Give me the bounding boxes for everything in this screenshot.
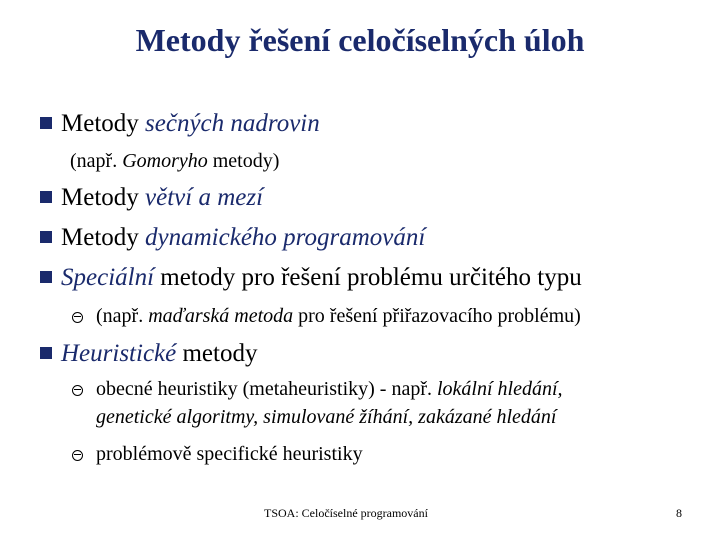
square-bullet-icon xyxy=(40,231,52,243)
sub-note-gomory: (např. Gomoryho metody) xyxy=(70,150,280,172)
square-bullet-icon xyxy=(40,191,52,203)
square-bullet-icon xyxy=(40,117,52,129)
sub-bullet-metaheuristics: obecné heuristiky (metaheuristiky) - např. lokální hledání, xyxy=(72,378,563,401)
footer-caption: TSOA: Celočíselné programování xyxy=(264,506,428,520)
circled-dash-bullet-icon xyxy=(72,450,83,461)
circled-dash-bullet-icon xyxy=(72,385,83,396)
sub-bullet-metaheuristics-continuation: genetické algoritmy, simulované žíhání, zakázané hledání xyxy=(96,406,557,428)
bullet-item-special-methods: Speciální metody pro řešení problému určitého typu xyxy=(40,264,582,292)
bullet-item-branch-and-bound: Metody větví a mezí xyxy=(40,184,263,212)
square-bullet-icon xyxy=(40,347,52,359)
sub-bullet-problem-specific: problémově specifické heuristiky xyxy=(72,443,363,466)
square-bullet-icon xyxy=(40,271,52,283)
page-number: 8 xyxy=(676,506,682,520)
bullet-item-cutting-planes: Metody sečných nadrovin xyxy=(40,110,320,138)
slide-title: Metody řešení celočíselných úloh xyxy=(135,22,585,58)
circled-dash-bullet-icon xyxy=(72,312,83,323)
sub-bullet-hungarian-method: (např. maďarská metoda pro řešení přiřazovacího problému) xyxy=(72,305,581,328)
bullet-item-dynamic-programming: Metody dynamického programování xyxy=(40,224,425,252)
bullet-item-heuristic-methods: Heuristické metody xyxy=(40,340,257,368)
